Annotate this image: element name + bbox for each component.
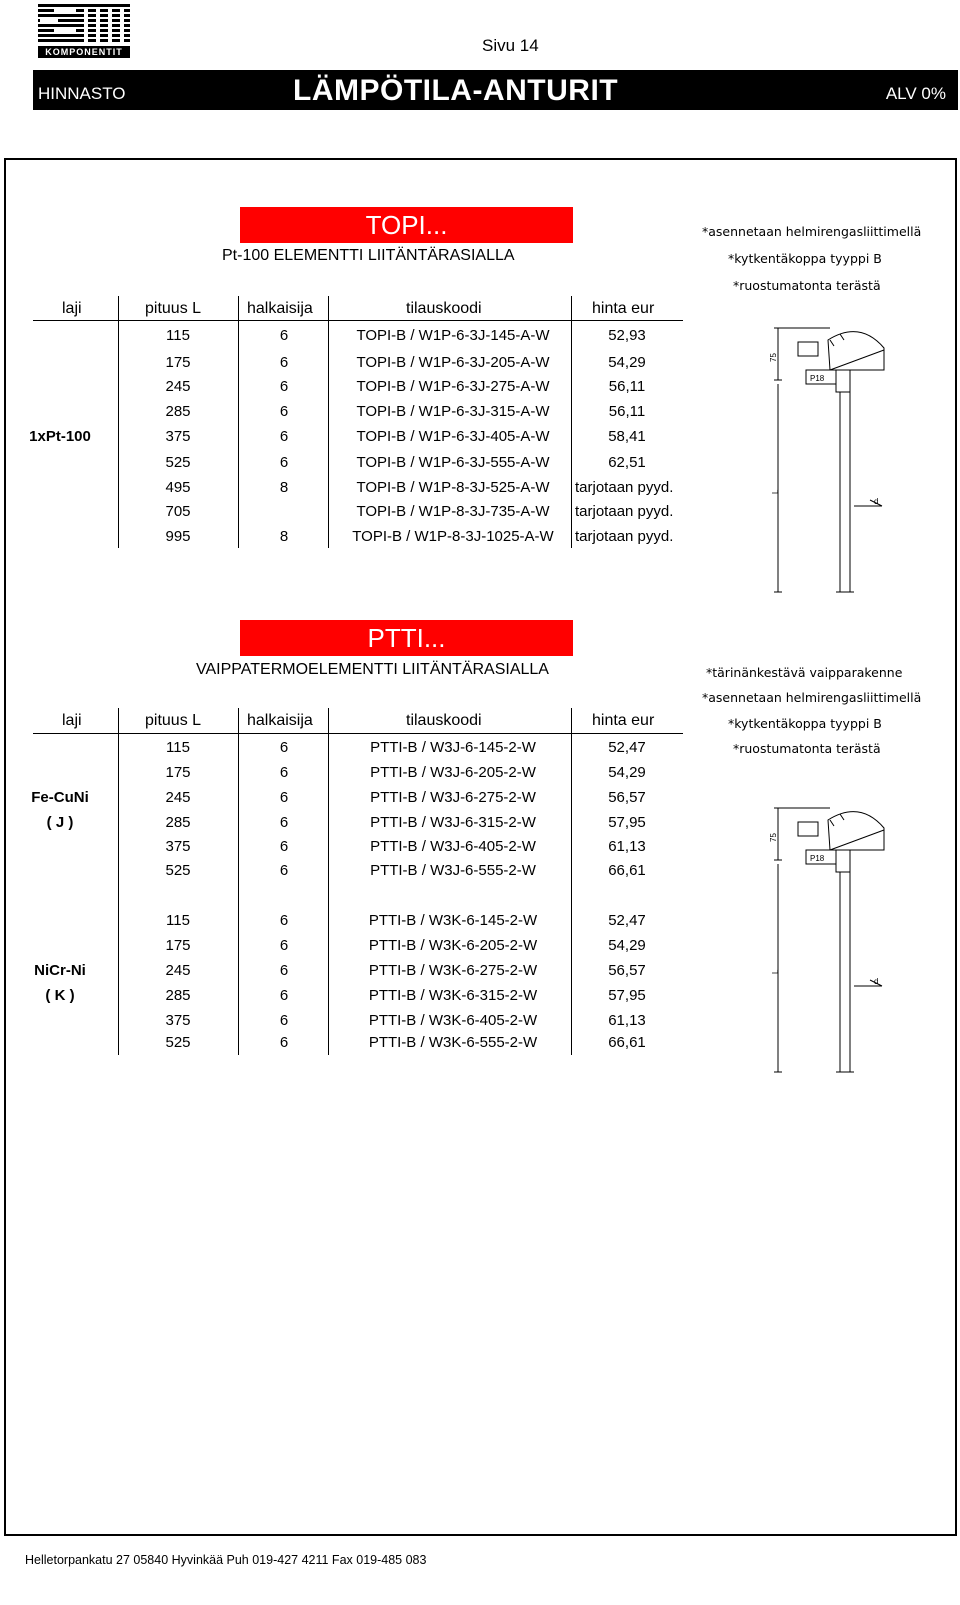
code-cell: TOPI-B / W1P-6-3J-275-A-W <box>356 378 550 395</box>
length-cell: 525 <box>165 1034 191 1051</box>
column-rule <box>118 296 119 548</box>
code-cell: PTTI-B / W3K-6-315-2-W <box>368 987 538 1004</box>
page-number: Sivu 14 <box>482 36 539 55</box>
price-cell: 56,11 <box>608 403 646 420</box>
diameter-cell: 6 <box>279 838 289 855</box>
code-cell: TOPI-B / W1P-8-3J-1025-A-W <box>352 528 554 545</box>
length-cell: 375 <box>165 1012 191 1029</box>
price-cell: 52,47 <box>608 739 646 756</box>
price-cell: 52,47 <box>608 912 646 929</box>
col-header-price: hinta eur <box>592 300 655 317</box>
price-cell: 62,51 <box>608 454 646 471</box>
price-cell: 57,95 <box>608 987 646 1004</box>
col-header-diameter: halkaisija <box>247 300 313 317</box>
price-cell: 61,13 <box>608 1012 646 1029</box>
type-label: 1xPt-100 <box>29 428 91 445</box>
logo-wordmark: KOMPONENTIT <box>38 46 130 58</box>
price-cell: 58,41 <box>608 428 646 445</box>
topi-title: TOPI... <box>240 207 573 243</box>
col-header-length: pituus L <box>145 300 202 317</box>
diameter-cell: 8 <box>279 479 289 496</box>
length-cell: 175 <box>165 764 191 781</box>
price-cell: 54,29 <box>608 764 646 781</box>
ptti-title: PTTI... <box>240 620 573 656</box>
column-rule <box>238 296 239 548</box>
length-cell: 245 <box>165 962 191 979</box>
length-cell: 285 <box>165 403 191 420</box>
ptti-note-4: *ruostumatonta terästä <box>733 741 881 756</box>
length-cell: 115 <box>166 912 190 929</box>
drawing-dim: L <box>771 969 780 974</box>
code-cell: TOPI-B / W1P-6-3J-315-A-W <box>356 403 550 420</box>
price-cell: 54,29 <box>608 937 646 954</box>
price-cell: tarjotaan pyyd. <box>575 479 674 496</box>
code-cell: TOPI-B / W1P-6-3J-205-A-W <box>356 354 550 371</box>
length-cell: 245 <box>165 378 191 395</box>
code-cell: TOPI-B / W1P-6-3J-145-A-W <box>356 327 550 344</box>
price-cell: 56,57 <box>608 962 646 979</box>
diameter-cell: 6 <box>279 327 289 344</box>
length-cell: 375 <box>165 428 191 445</box>
length-cell: 995 <box>165 528 191 545</box>
drawing-dim: 75 <box>769 353 778 362</box>
table-divider <box>33 733 683 734</box>
code-cell: TOPI-B / W1P-8-3J-525-A-W <box>356 479 550 496</box>
diameter-cell: 6 <box>279 1012 289 1029</box>
page-title: LÄMPÖTILA-ANTURIT <box>293 74 619 107</box>
price-cell: 56,11 <box>608 378 646 395</box>
length-cell: 175 <box>165 354 191 371</box>
col-header-length: pituus L <box>145 712 202 729</box>
type-code-label: ( J ) <box>46 814 74 831</box>
logo-mark-icon <box>38 4 130 44</box>
diameter-cell: 6 <box>279 454 289 471</box>
ptti-note-1: *tärinänkestävä vaipparakenne <box>706 665 903 680</box>
code-cell: TOPI-B / W1P-8-3J-735-A-W <box>356 503 550 520</box>
diameter-cell: 6 <box>279 739 289 756</box>
length-cell: 175 <box>165 937 191 954</box>
diameter-cell: 6 <box>279 428 289 445</box>
diameter-cell: 6 <box>279 764 289 781</box>
code-cell: TOPI-B / W1P-6-3J-405-A-W <box>356 428 550 445</box>
column-rule <box>238 708 239 1055</box>
col-header-price: hinta eur <box>592 712 655 729</box>
code-cell: PTTI-B / W3K-6-205-2-W <box>368 937 538 954</box>
type-code-label: ( K ) <box>45 987 75 1004</box>
topi-sensor-drawing <box>770 320 910 595</box>
length-cell: 495 <box>165 479 191 496</box>
ptti-note-2: *asennetaan helmirengasliittimellä <box>702 690 922 705</box>
ptti-sensor-drawing <box>770 800 910 1075</box>
diameter-cell: 6 <box>279 912 289 929</box>
price-cell: 54,29 <box>608 354 646 371</box>
drawing-label: P18 <box>810 854 825 863</box>
length-cell: 705 <box>165 503 191 520</box>
col-header-code: tilauskoodi <box>406 712 482 729</box>
topi-subtitle: Pt-100 ELEMENTTI LIITÄNTÄRASIALLA <box>222 247 515 264</box>
topi-note-2: *kytkentäkoppa tyyppi B <box>728 251 882 266</box>
length-cell: 285 <box>165 814 191 831</box>
length-cell: 115 <box>166 327 190 344</box>
drawing-dim: L <box>771 489 780 494</box>
length-cell: 525 <box>165 454 191 471</box>
drawing-label: P18 <box>810 374 825 383</box>
code-cell: PTTI-B / W3K-6-275-2-W <box>368 962 538 979</box>
column-rule <box>118 708 119 1055</box>
diameter-cell: 6 <box>279 378 289 395</box>
diameter-cell: 6 <box>279 789 289 806</box>
diameter-cell: 6 <box>279 814 289 831</box>
code-cell: PTTI-B / W3J-6-145-2-W <box>370 739 536 756</box>
code-cell: PTTI-B / W3J-6-315-2-W <box>370 814 536 831</box>
code-cell: PTTI-B / W3J-6-405-2-W <box>370 838 536 855</box>
length-cell: 115 <box>166 739 190 756</box>
code-cell: PTTI-B / W3K-6-555-2-W <box>368 1034 538 1051</box>
col-header-diameter: halkaisija <box>247 712 313 729</box>
code-cell: PTTI-B / W3J-6-205-2-W <box>370 764 536 781</box>
topi-note-3: *ruostumatonta terästä <box>733 278 881 293</box>
price-cell: 66,61 <box>608 1034 646 1051</box>
diameter-cell: 6 <box>279 987 289 1004</box>
diameter-cell: 8 <box>279 528 289 545</box>
code-cell: PTTI-B / W3J-6-275-2-W <box>370 789 536 806</box>
ptti-note-3: *kytkentäkoppa tyyppi B <box>728 716 882 731</box>
topi-note-1: *asennetaan helmirengasliittimellä <box>702 224 922 239</box>
code-cell: TOPI-B / W1P-6-3J-555-A-W <box>356 454 550 471</box>
price-cell: tarjotaan pyyd. <box>575 503 674 520</box>
price-cell: 56,57 <box>608 789 646 806</box>
company-logo <box>38 4 130 58</box>
footer-address: Helletorpankatu 27 05840 Hyvinkää Puh 019-427 4211 Fax 019-485 083 <box>25 1553 427 1567</box>
drawing-dim: d <box>874 977 879 986</box>
price-cell: 52,93 <box>608 327 646 344</box>
drawing-dim: d <box>874 497 879 506</box>
diameter-cell: 6 <box>279 862 289 879</box>
price-cell: 66,61 <box>608 862 646 879</box>
ptti-subtitle: VAIPPATERMOELEMENTTI LIITÄNTÄRASIALLA <box>196 661 549 678</box>
code-cell: PTTI-B / W3K-6-145-2-W <box>368 912 538 929</box>
code-cell: PTTI-B / W3J-6-555-2-W <box>370 862 536 879</box>
col-header-code: tilauskoodi <box>406 300 482 317</box>
diameter-cell: 6 <box>279 403 289 420</box>
diameter-cell: 6 <box>279 962 289 979</box>
table-divider <box>33 320 683 321</box>
header-bar <box>33 70 958 110</box>
diameter-cell: 6 <box>279 937 289 954</box>
header-right: ALV 0% <box>885 84 946 103</box>
col-header-type: laji <box>62 300 82 317</box>
type-label: NiCr-Ni <box>34 962 86 979</box>
length-cell: 245 <box>165 789 191 806</box>
code-cell: PTTI-B / W3K-6-405-2-W <box>368 1012 538 1029</box>
price-cell: tarjotaan pyyd. <box>575 528 674 545</box>
diameter-cell: 6 <box>279 354 289 371</box>
length-cell: 375 <box>165 838 191 855</box>
type-label: Fe-CuNi <box>31 789 89 806</box>
price-cell: 61,13 <box>608 838 646 855</box>
drawing-dim: 75 <box>769 833 778 842</box>
length-cell: 525 <box>165 862 191 879</box>
length-cell: 285 <box>165 987 191 1004</box>
diameter-cell: 6 <box>279 1034 289 1051</box>
price-cell: 57,95 <box>608 814 646 831</box>
col-header-type: laji <box>62 712 82 729</box>
header-left: HINNASTO <box>38 84 126 103</box>
